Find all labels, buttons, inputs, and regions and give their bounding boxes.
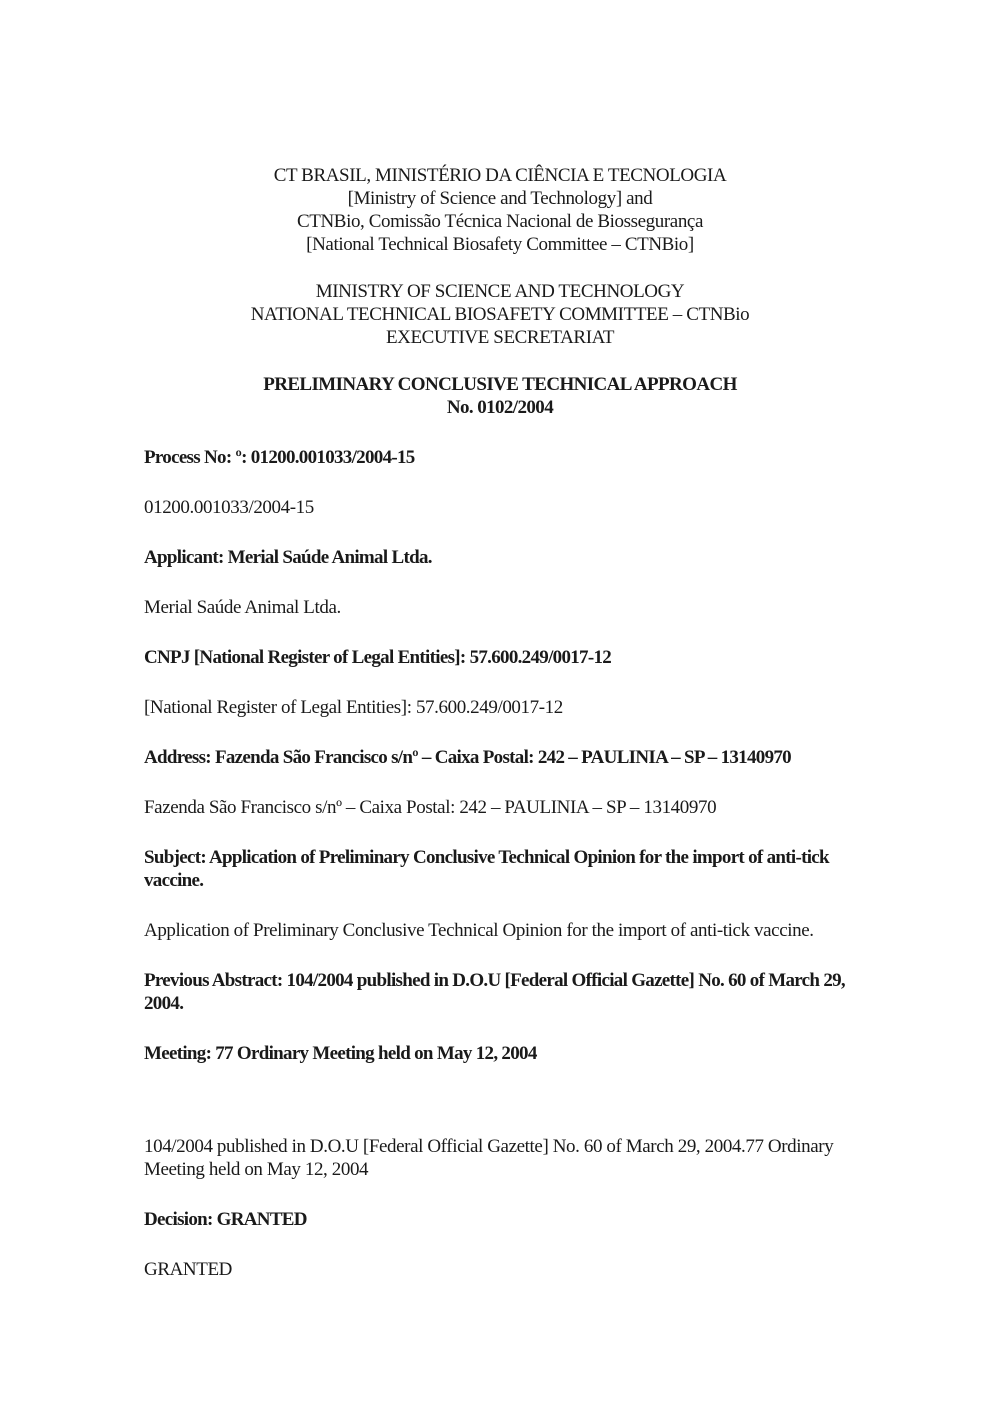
document-title [144, 373, 856, 419]
header-line-3: CTNBio, Comissão Técnica Nacional de Biossegurança [297, 211, 703, 232]
document-page [144, 164, 856, 1281]
subject-label: Subject: Application of Preliminary Conclusive Technical Opinion for the import of anti-tick vaccine. [144, 847, 829, 891]
cnpj-label: CNPJ [National Register of Legal Entities]: 57.600.249/0017-12 [144, 647, 612, 668]
title-line-1: PRELIMINARY CONCLUSIVE TECHNICAL APPROACH [263, 374, 737, 395]
process-label: Process No: º: 01200.001033/2004-15 [144, 447, 415, 468]
header-block [144, 164, 856, 256]
previous-abstract-label: Previous Abstract: 104/2004 published in D.O.U [Federal Official Gazette] No. 60 of March 29, 2004. [144, 970, 845, 1014]
meeting-label: Meeting: 77 Ordinary Meeting held on May 12, 2004 [144, 1043, 537, 1064]
subject-value: Application of Preliminary Conclusive Technical Opinion for the import of anti-tick vaccine. [144, 920, 814, 941]
ministry-line-2: NATIONAL TECHNICAL BIOSAFETY COMMITTEE – CTNBio [250, 304, 750, 325]
header-line-4: [National Technical Biosafety Committee – CTNBio] [306, 234, 694, 255]
cnpj-value: [National Register of Legal Entities]: 57.600.249/0017-12 [144, 697, 563, 718]
title-line-2: No. 0102/2004 [446, 397, 554, 418]
ministry-block [144, 280, 856, 349]
ministry-line-3: EXECUTIVE SECRETARIAT [385, 327, 615, 348]
address-value: Fazenda São Francisco s/nº – Caixa Postal: 242 – PAULINIA – SP – 13140970 [144, 797, 717, 818]
process-value: 01200.001033/2004-15 [144, 497, 314, 518]
header-line-2: [Ministry of Science and Technology] and [347, 188, 653, 209]
applicant-label: Applicant: Merial Saúde Animal Ltda. [144, 547, 432, 568]
abstract-meeting-value: 104/2004 published in D.O.U [Federal Official Gazette] No. 60 of March 29, 2004.77 Ordinary Meeting held on May 12, 2004 [144, 1136, 834, 1180]
decision-label: Decision: GRANTED [144, 1209, 307, 1230]
address-label: Address: Fazenda São Francisco s/nº – Caixa Postal: 242 – PAULINIA – SP – 13140970 [144, 747, 791, 768]
ministry-line-1: MINISTRY OF SCIENCE AND TECHNOLOGY [315, 281, 685, 302]
header-line-1: CT BRASIL, MINISTÉRIO DA CIÊNCIA E TECNOLOGIA [273, 165, 727, 186]
decision-value: GRANTED [144, 1259, 232, 1280]
applicant-value: Merial Saúde Animal Ltda. [144, 597, 341, 618]
